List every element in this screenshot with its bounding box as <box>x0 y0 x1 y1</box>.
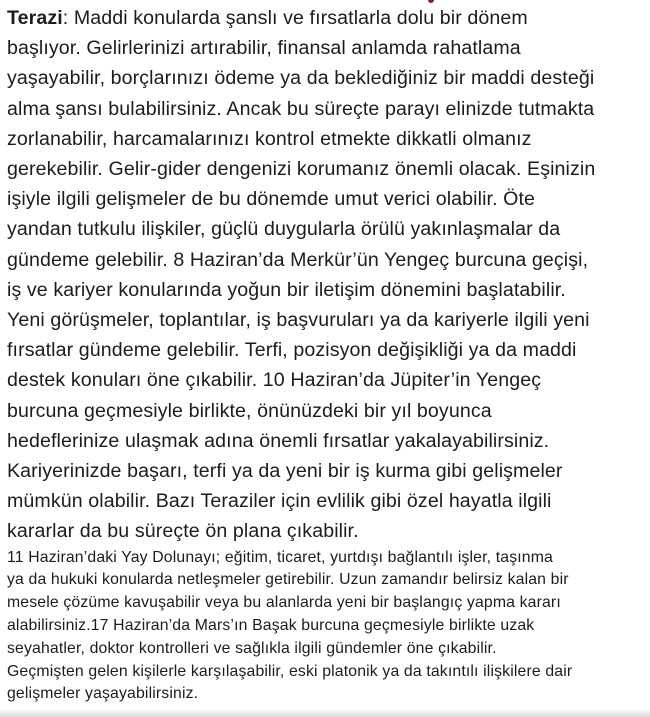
lead-line: mümkün olabilir. Bazı Teraziler için evlilik gibi özel hayatla ilgili <box>7 490 552 513</box>
lead-line: alma şansı bulabilirsiniz. Ancak bu süreçte parayı elinizde tutmakta <box>7 97 595 120</box>
detail-line: gelişmeler yaşayabilirsiniz. <box>7 685 199 703</box>
lead-line: yaşayabilir, borçlarınızı ödeme ya da beklediğiniz bir maddi desteği <box>7 67 595 90</box>
lead-line: kararlar da bu süreçte ön plana çıkabilir. <box>7 520 359 543</box>
detail-line: Geçmişten gelen kişilerle karşılaşabilir, eski platonik ya da takıntılı ilişkilere dair <box>7 662 573 680</box>
lead-line: burcuna geçmesiyle birlikte, önünüzdeki bir yıl boyunca <box>7 399 492 422</box>
detail-line: 11 Haziran’daki Yay Dolunayı; eğitim, ticaret, yurtdışı bağlantılı işler, taşınma <box>7 548 553 566</box>
lead-paragraph <box>7 3 647 547</box>
lead-line: yandan tutkulu ilişkiler, güçlü duygularla örülü yakınlaşmalar da <box>7 218 561 241</box>
horoscope-article <box>7 3 647 706</box>
sign-heading: Terazi <box>7 7 63 29</box>
lead-line: başlıyor. Gelirlerinizi artırabilir, finansal anlamda rahatlama <box>7 37 521 60</box>
lead-line-text: Maddi konularda şanslı ve fırsatlarla dolu bir dönem <box>68 7 528 29</box>
detail-line: alabilirsiniz.17 Haziran’da Mars’ın Başak burcuna geçmesiyle birlikte uzak <box>7 617 535 635</box>
lead-line: zorlanabilir, harcamalarınızı kontrol etmekte dikkatli olmanız <box>7 127 532 150</box>
lead-line: destek konuları öne çıkabilir. 10 Haziran’da Jüpiter’in Yengeç <box>7 369 542 392</box>
lead-line: fırsatlar gündeme gelebilir. Terfi, pozisyon değişikliği ya da maddi <box>7 339 577 362</box>
detail-line: seyahatler, doktor kontrolleri ve sağlıkla ilgili gündemler öne çıkabilir. <box>7 639 497 657</box>
detail-paragraph <box>7 547 647 707</box>
detail-line: mesele çözüme kavuşabilir veya bu alanlarda yeni bir başlangıç yapma kararı <box>7 594 561 612</box>
detail-line: ya da hukuki konularda netleşmeler getirebilir. Uzun zamandır belirsiz kalan bir <box>7 571 569 589</box>
heading-separator: : <box>62 7 69 29</box>
lead-line: gerekebilir. Gelir-gider dengenizi korumanız önemli olacak. Eşinizin <box>7 158 596 181</box>
lead-line: iş ve kariyer konularında yoğun bir iletişim dönemini başlatabilir. <box>7 278 566 301</box>
lead-line: Yeni görüşmeler, toplantılar, iş başvuruları ya da kariyerle ilgili yeni <box>7 309 590 332</box>
bottom-edge-shadow <box>0 709 650 717</box>
lead-line: gündeme gelebilir. 8 Haziran’da Merkür’ün Yengeç burcuna geçişi, <box>7 248 589 271</box>
lead-line: hedeflerinize ulaşmak adına önemli fırsatlar yakalayabilirsiniz. <box>7 429 550 452</box>
lead-line <box>7 3 647 33</box>
lead-line: işiyle ilgili gelişmeler de bu dönemde umut verici olabilir. Öte <box>7 188 536 211</box>
lead-line: Kariyerinizde başarı, terfi ya da yeni bir iş kurma gibi gelişmeler <box>7 460 563 483</box>
